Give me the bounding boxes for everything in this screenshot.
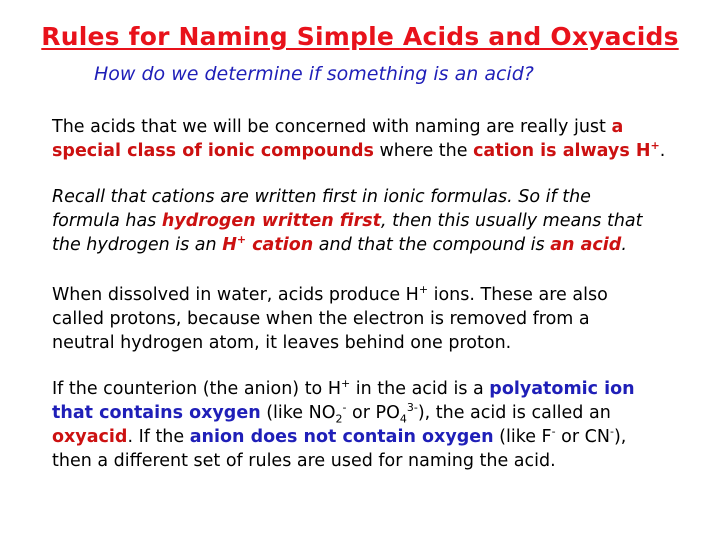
paragraph-line: [52, 377, 682, 401]
highlight-text: that contains oxygen: [52, 403, 261, 423]
highlight-text: H: [222, 235, 237, 255]
paragraph-line: [52, 233, 682, 257]
paragraph-line: [52, 115, 682, 139]
superscript: -: [609, 425, 614, 439]
paragraph-line: [52, 209, 682, 233]
paragraph-cations-first: [52, 185, 682, 257]
superscript: +: [341, 377, 351, 391]
paragraph-acids-intro: [52, 115, 682, 163]
highlight-text: oxyacid: [52, 427, 128, 447]
superscript: -: [342, 401, 347, 415]
text-run: (like F: [493, 427, 552, 447]
text-run: , then this usually means that: [381, 211, 643, 231]
superscript: +: [418, 283, 429, 297]
text-run: If the counterion (the anion) to H: [52, 379, 341, 399]
superscript: +: [650, 139, 660, 153]
text-run: . If the: [127, 427, 190, 447]
paragraph-line: [52, 425, 682, 449]
paragraph-line: called protons, because when the electron is removed from a: [52, 309, 590, 329]
slide-subtitle: How do we determine if something is an acid?: [94, 63, 534, 85]
text-run: in the acid is a: [350, 379, 490, 399]
superscript: -: [551, 425, 556, 439]
highlight-text: cation is always H: [473, 141, 651, 161]
highlight-text: a: [611, 117, 624, 137]
text-run: .: [621, 235, 627, 255]
superscript: +: [236, 233, 247, 247]
text-run: ), the acid is called an: [417, 403, 611, 423]
text-run: formula has: [52, 211, 162, 231]
paragraph-line: [52, 283, 682, 307]
subscript: 4: [399, 412, 407, 426]
text-run: The acids that we will be concerned with naming are really just: [52, 117, 612, 137]
text-run: or CN: [555, 427, 610, 447]
highlight-text: cation: [246, 235, 314, 255]
text-run: the hydrogen is an: [52, 235, 223, 255]
paragraph-line: [52, 401, 682, 425]
text-run: (like NO: [260, 403, 336, 423]
paragraph-line: [52, 139, 682, 163]
highlight-text: hydrogen written first: [161, 211, 381, 231]
text-run: When dissolved in water, acids produce H: [52, 285, 419, 305]
superscript: 3-: [406, 401, 418, 415]
paragraph-oxyacids: [52, 377, 682, 473]
paragraph-line: then a different set of rules are used for naming the acid.: [52, 451, 556, 471]
paragraph-line: neutral hydrogen atom, it leaves behind one proton.: [52, 333, 512, 353]
slide-title: Rules for Naming Simple Acids and Oxyacids: [41, 22, 679, 51]
paragraph-line: Recall that cations are written first in ionic formulas. So if the: [52, 187, 591, 207]
text-run: .: [659, 141, 666, 161]
highlight-text: special class of ionic compounds: [52, 141, 374, 161]
subscript: 2: [335, 412, 343, 426]
text-run: ions. These are also: [428, 285, 608, 305]
text-run: ),: [613, 427, 627, 447]
highlight-text: anion does not contain oxygen: [189, 427, 494, 447]
highlight-text: polyatomic ion: [489, 379, 635, 399]
text-run: and that the compound is: [313, 235, 551, 255]
text-run: where the: [373, 141, 474, 161]
highlight-text: an acid: [550, 235, 622, 255]
text-run: or PO: [346, 403, 400, 423]
paragraph-protons: [52, 283, 682, 355]
